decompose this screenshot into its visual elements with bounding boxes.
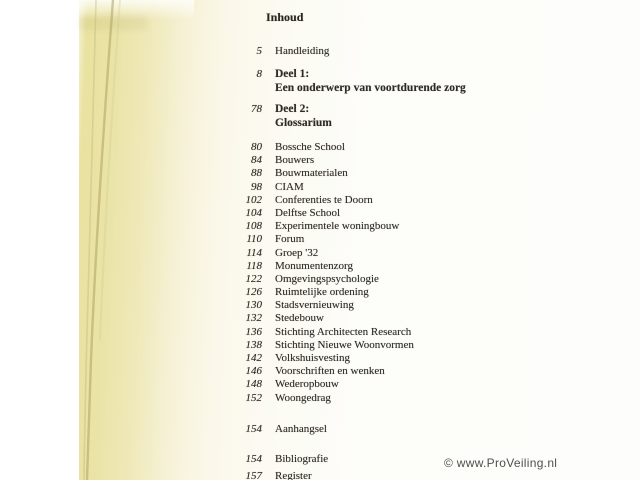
- toc-page-number: 152: [245, 391, 262, 404]
- toc-page-number: 138: [245, 338, 262, 351]
- toc-entry-title: Groep '32: [275, 246, 319, 259]
- toc-row: [226, 352, 414, 365]
- toc-page-number: 98: [251, 180, 262, 193]
- toc-row: [226, 260, 414, 273]
- toc-page-number: 102: [245, 193, 262, 206]
- toc-page-number: 84: [251, 154, 262, 167]
- toc-page-number: 157: [245, 470, 262, 480]
- toc-entry-title: Woongedrag: [275, 391, 331, 404]
- toc-row: [226, 207, 414, 220]
- toc-row: [226, 299, 414, 312]
- toc-row: [226, 67, 466, 95]
- toc-row: [226, 247, 414, 260]
- toc-row: [226, 102, 466, 130]
- toc-row: [226, 339, 414, 352]
- toc-entry-title: Conferenties te Doorn: [275, 193, 373, 206]
- toc-entry-title: Bossche School: [275, 141, 345, 153]
- toc-page-number: 80: [251, 141, 262, 153]
- toc-heading: Inhoud: [266, 10, 304, 24]
- toc-page-number: 118: [246, 259, 262, 272]
- toc-entry-title: Stichting Architecten Research: [275, 325, 412, 338]
- toc-row: [226, 167, 414, 180]
- toc-page-number: 104: [245, 206, 262, 219]
- toc-entry-title: Aanhangsel: [275, 423, 327, 435]
- toc-entry-title: Ruimtelijke ordening: [275, 286, 369, 299]
- toc-glossary-section: [226, 141, 414, 405]
- toc-row: [226, 423, 328, 436]
- toc-page-number: 154: [245, 453, 262, 465]
- toc-entry-title: Stedebouw: [275, 312, 324, 325]
- toc-page-number: 78: [251, 103, 262, 115]
- toc-row: [226, 392, 414, 405]
- toc-row: [226, 453, 328, 466]
- toc-entry-line1: Deel 2:: [275, 103, 310, 115]
- toc-entry-title: Monumentenzorg: [275, 259, 354, 272]
- toc-row: [226, 378, 414, 391]
- toc-page-number: 148: [245, 378, 262, 391]
- toc-entry-title: Volkshuisvesting: [275, 352, 350, 364]
- toc-entry-title: [275, 44, 329, 58]
- toc-entry-title: Forum: [275, 233, 305, 246]
- toc-entry-title: [275, 67, 466, 95]
- toc-row: [226, 470, 328, 480]
- watermark: © www.ProVeiling.nl: [444, 456, 558, 470]
- toc-entry-title: Voorschriften en wenken: [275, 365, 385, 378]
- toc-entry-title: Register: [275, 470, 312, 480]
- toc-row: [226, 365, 414, 378]
- toc-page-number: 88: [251, 167, 262, 180]
- toc-row: [226, 233, 414, 246]
- toc-row: [226, 194, 414, 207]
- toc-page-number: 8: [256, 68, 262, 80]
- toc-back-section: [226, 423, 328, 480]
- toc-entry-title: Omgevingspsychologie: [275, 272, 379, 285]
- toc-page-number: 114: [246, 246, 262, 259]
- toc-row: [226, 273, 414, 286]
- toc-page-number: 126: [245, 286, 262, 299]
- toc-page-number: 132: [245, 312, 262, 325]
- toc-row: [226, 181, 414, 194]
- toc-entry-title: Delftse School: [275, 206, 341, 219]
- toc-page-number: 142: [245, 352, 262, 364]
- toc-entry-line2: Een onderwerp van voortdurende zorg: [275, 82, 466, 94]
- toc-entry-title: Bouwmaterialen: [275, 167, 348, 180]
- toc-entry-title: CIAM: [275, 180, 304, 193]
- toc-row: [226, 220, 414, 233]
- toc-row: [226, 44, 466, 58]
- toc-page-number: 130: [245, 299, 262, 312]
- toc-page-number: 110: [246, 233, 262, 246]
- toc-page-number: 154: [245, 423, 262, 435]
- toc-entry-title: Experimentele woningbouw: [275, 220, 400, 233]
- toc-page-number: 108: [245, 220, 262, 233]
- toc-page-number: 136: [245, 325, 262, 338]
- toc-entry-line1: Handleiding: [275, 45, 330, 57]
- toc-page-number: 146: [245, 365, 262, 378]
- toc-front-section: [226, 44, 466, 130]
- toc-entry-title: Stadsvernieuwing: [275, 299, 354, 312]
- toc-entry-line1: Deel 1:: [275, 68, 310, 80]
- toc-row: [226, 326, 414, 339]
- toc-row: [226, 141, 414, 154]
- toc-entry-title: Wederopbouw: [275, 378, 339, 391]
- toc-entry-line2: Glossarium: [275, 117, 332, 129]
- toc-row: [226, 312, 414, 325]
- toc-entry-title: Stichting Nieuwe Woonvormen: [275, 338, 414, 351]
- toc-page-number: 122: [245, 272, 262, 285]
- toc-row: [226, 286, 414, 299]
- toc-page-number: 5: [256, 45, 262, 57]
- toc-row: [226, 154, 414, 167]
- toc-entry-title: Bouwers: [275, 154, 315, 167]
- toc-entry-title: [275, 102, 332, 130]
- toc-entry-title: Bibliografie: [275, 453, 329, 465]
